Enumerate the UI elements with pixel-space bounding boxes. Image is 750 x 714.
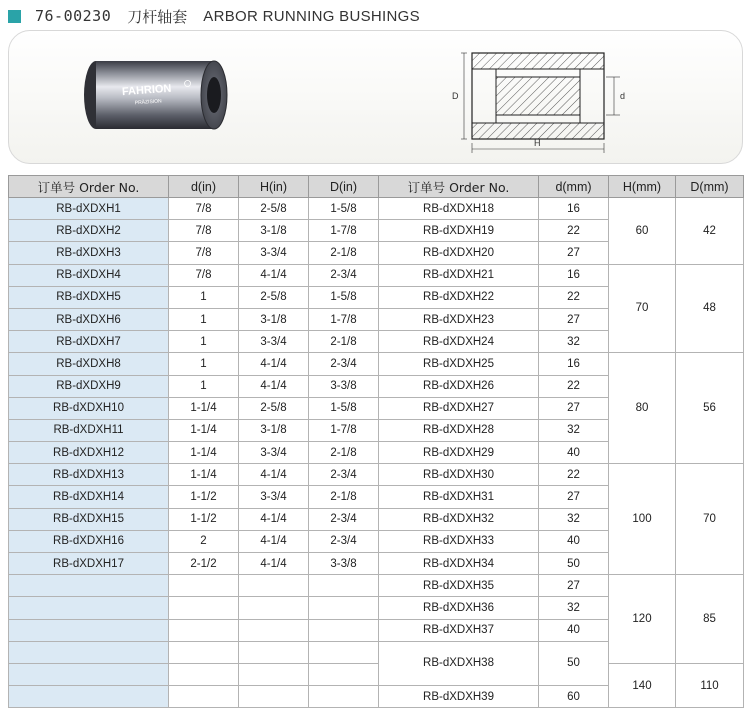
left-D-cell: 3-3/8 bbox=[309, 553, 379, 575]
right-order-cell: RB-dXDXH26 bbox=[379, 375, 539, 397]
left-d-cell: 7/8 bbox=[169, 264, 239, 286]
right-d-cell: 27 bbox=[539, 486, 609, 508]
right-order-cell: RB-dXDXH34 bbox=[379, 553, 539, 575]
right-H-group-cell: 140 bbox=[609, 663, 676, 707]
left-d-cell: 1-1/2 bbox=[169, 486, 239, 508]
right-order-cell: RB-dXDXH20 bbox=[379, 242, 539, 264]
left-D-cell: 1-7/8 bbox=[309, 308, 379, 330]
right-D-group-cell: 48 bbox=[676, 264, 744, 353]
left-order-cell: RB-dXDXH7 bbox=[9, 331, 169, 353]
right-D-group-cell: 110 bbox=[676, 663, 744, 707]
left-order-cell: RB-dXDXH11 bbox=[9, 419, 169, 441]
left-empty-cell bbox=[309, 686, 379, 708]
header-D-mm: D(mm) bbox=[676, 176, 744, 198]
left-H-cell: 4-1/4 bbox=[239, 464, 309, 486]
left-H-cell: 4-1/4 bbox=[239, 264, 309, 286]
left-D-cell: 2-3/4 bbox=[309, 464, 379, 486]
left-d-cell: 7/8 bbox=[169, 198, 239, 220]
left-d-cell: 1-1/4 bbox=[169, 397, 239, 419]
right-order-cell: RB-dXDXH27 bbox=[379, 397, 539, 419]
left-D-cell: 2-3/4 bbox=[309, 264, 379, 286]
table-row bbox=[9, 353, 744, 375]
left-D-cell: 2-3/4 bbox=[309, 353, 379, 375]
left-order-cell: RB-dXDXH6 bbox=[9, 308, 169, 330]
left-D-cell: 2-1/8 bbox=[309, 486, 379, 508]
page-header bbox=[8, 5, 743, 27]
left-empty-cell bbox=[239, 597, 309, 619]
header-d-in: d(in) bbox=[169, 176, 239, 198]
left-order-cell: RB-dXDXH9 bbox=[9, 375, 169, 397]
left-order-cell: RB-dXDXH14 bbox=[9, 486, 169, 508]
left-order-cell: RB-dXDXH17 bbox=[9, 553, 169, 575]
left-d-cell: 7/8 bbox=[169, 242, 239, 264]
left-d-cell: 1 bbox=[169, 308, 239, 330]
left-empty-cell bbox=[169, 597, 239, 619]
left-empty-cell bbox=[169, 641, 239, 663]
table-row bbox=[9, 264, 744, 286]
bushing-brand-text: FAHRION bbox=[121, 82, 172, 99]
right-order-cell: RB-dXDXH37 bbox=[379, 619, 539, 641]
header-square-icon bbox=[8, 10, 21, 23]
left-D-cell: 2-1/8 bbox=[309, 442, 379, 464]
right-order-cell: RB-dXDXH33 bbox=[379, 530, 539, 552]
right-H-group-cell: 100 bbox=[609, 464, 676, 575]
left-H-cell: 4-1/4 bbox=[239, 353, 309, 375]
right-order-cell: RB-dXDXH31 bbox=[379, 486, 539, 508]
left-empty-cell bbox=[169, 575, 239, 597]
right-d-cell: 22 bbox=[539, 220, 609, 242]
right-order-cell: RB-dXDXH29 bbox=[379, 442, 539, 464]
right-D-group-cell: 42 bbox=[676, 198, 744, 265]
left-D-cell: 1-7/8 bbox=[309, 419, 379, 441]
left-H-cell: 2-5/8 bbox=[239, 198, 309, 220]
left-D-cell: 1-7/8 bbox=[309, 220, 379, 242]
right-d-cell: 50 bbox=[539, 553, 609, 575]
right-d-cell: 40 bbox=[539, 619, 609, 641]
left-d-cell: 7/8 bbox=[169, 220, 239, 242]
header-H-in: H(in) bbox=[239, 176, 309, 198]
left-empty-order-cell bbox=[9, 575, 169, 597]
right-d-cell: 16 bbox=[539, 198, 609, 220]
left-D-cell: 3-3/8 bbox=[309, 375, 379, 397]
left-H-cell: 2-5/8 bbox=[239, 286, 309, 308]
left-order-cell: RB-dXDXH8 bbox=[9, 353, 169, 375]
right-d-cell: 60 bbox=[539, 686, 609, 708]
table-row bbox=[9, 663, 744, 685]
left-order-cell: RB-dXDXH5 bbox=[9, 286, 169, 308]
drawing-label-D: D bbox=[452, 91, 459, 101]
header-d-mm: d(mm) bbox=[539, 176, 609, 198]
left-empty-cell bbox=[309, 575, 379, 597]
title-english: ARBOR RUNNING BUSHINGS bbox=[203, 7, 420, 25]
left-d-cell: 2 bbox=[169, 530, 239, 552]
right-d-cell: 22 bbox=[539, 375, 609, 397]
left-empty-cell bbox=[239, 686, 309, 708]
left-empty-cell bbox=[309, 597, 379, 619]
product-hero-panel bbox=[8, 30, 743, 164]
right-order-cell: RB-dXDXH23 bbox=[379, 308, 539, 330]
left-order-cell: RB-dXDXH12 bbox=[9, 442, 169, 464]
left-order-cell: RB-dXDXH16 bbox=[9, 530, 169, 552]
left-order-cell: RB-dXDXH3 bbox=[9, 242, 169, 264]
left-empty-cell bbox=[309, 619, 379, 641]
right-order-cell: RB-dXDXH30 bbox=[379, 464, 539, 486]
right-d-cell: 40 bbox=[539, 442, 609, 464]
left-d-cell: 1 bbox=[169, 331, 239, 353]
left-H-cell: 3-3/4 bbox=[239, 242, 309, 264]
right-order-cell: RB-dXDXH36 bbox=[379, 597, 539, 619]
left-H-cell: 3-3/4 bbox=[239, 486, 309, 508]
right-H-group-cell: 70 bbox=[609, 264, 676, 353]
right-d-cell: 27 bbox=[539, 575, 609, 597]
left-order-cell: RB-dXDXH2 bbox=[9, 220, 169, 242]
header-order-left: 订单号 Order No. bbox=[9, 176, 169, 198]
left-empty-order-cell bbox=[9, 619, 169, 641]
left-order-cell: RB-dXDXH15 bbox=[9, 508, 169, 530]
right-d-cell: 22 bbox=[539, 464, 609, 486]
drawing-label-d: d bbox=[620, 91, 626, 101]
right-d-cell: 32 bbox=[539, 597, 609, 619]
left-empty-order-cell bbox=[9, 641, 169, 663]
right-D-group-cell: 70 bbox=[676, 464, 744, 575]
spec-table bbox=[8, 175, 744, 708]
left-order-cell: RB-dXDXH13 bbox=[9, 464, 169, 486]
right-order-cell: RB-dXDXH21 bbox=[379, 264, 539, 286]
left-order-cell: RB-dXDXH10 bbox=[9, 397, 169, 419]
left-H-cell: 4-1/4 bbox=[239, 375, 309, 397]
left-H-cell: 3-3/4 bbox=[239, 442, 309, 464]
drawing-label-H: H bbox=[534, 138, 541, 148]
left-D-cell: 2-1/8 bbox=[309, 242, 379, 264]
left-d-cell: 1-1/4 bbox=[169, 419, 239, 441]
right-d-cell: 32 bbox=[539, 419, 609, 441]
right-D-group-cell: 56 bbox=[676, 353, 744, 464]
left-empty-cell bbox=[239, 641, 309, 663]
bushing-subbrand-text: PRÄZISION bbox=[134, 98, 162, 107]
title-chinese: 刀杆轴套 bbox=[127, 7, 188, 26]
left-empty-cell bbox=[239, 619, 309, 641]
right-d-cell: 27 bbox=[539, 308, 609, 330]
left-empty-order-cell bbox=[9, 597, 169, 619]
right-order-cell: RB-dXDXH32 bbox=[379, 508, 539, 530]
left-order-cell: RB-dXDXH4 bbox=[9, 264, 169, 286]
right-H-group-cell: 120 bbox=[609, 575, 676, 664]
header-D-in: D(in) bbox=[309, 176, 379, 198]
right-d-cell: 16 bbox=[539, 353, 609, 375]
bushing-section-drawing bbox=[434, 39, 634, 157]
table-row bbox=[9, 464, 744, 486]
left-D-cell: 2-3/4 bbox=[309, 530, 379, 552]
left-d-cell: 1 bbox=[169, 353, 239, 375]
left-empty-cell bbox=[169, 663, 239, 685]
right-order-cell: RB-dXDXH25 bbox=[379, 353, 539, 375]
right-order-cell: RB-dXDXH24 bbox=[379, 331, 539, 353]
right-H-group-cell: 60 bbox=[609, 198, 676, 265]
right-order-cell: RB-dXDXH35 bbox=[379, 575, 539, 597]
left-H-cell: 3-1/8 bbox=[239, 220, 309, 242]
left-empty-cell bbox=[309, 641, 379, 663]
left-d-cell: 1-1/4 bbox=[169, 464, 239, 486]
right-order-cell: RB-dXDXH19 bbox=[379, 220, 539, 242]
right-H-group-cell: 80 bbox=[609, 353, 676, 464]
left-H-cell: 3-3/4 bbox=[239, 331, 309, 353]
left-empty-cell bbox=[239, 575, 309, 597]
right-d-cell: 27 bbox=[539, 397, 609, 419]
right-d-cell: 40 bbox=[539, 530, 609, 552]
header-H-mm: H(mm) bbox=[609, 176, 676, 198]
left-empty-cell bbox=[309, 663, 379, 685]
table-header-row bbox=[9, 176, 744, 198]
left-H-cell: 4-1/4 bbox=[239, 553, 309, 575]
left-empty-cell bbox=[169, 686, 239, 708]
left-D-cell: 2-1/8 bbox=[309, 331, 379, 353]
right-order-cell: RB-dXDXH18 bbox=[379, 198, 539, 220]
left-H-cell: 3-1/8 bbox=[239, 308, 309, 330]
left-H-cell: 3-1/8 bbox=[239, 419, 309, 441]
product-code: 76-00230 bbox=[35, 7, 112, 25]
left-empty-order-cell bbox=[9, 663, 169, 685]
right-order-cell: RB-dXDXH28 bbox=[379, 419, 539, 441]
table-row bbox=[9, 575, 744, 597]
right-order-cell: RB-dXDXH38 bbox=[379, 641, 539, 685]
header-order-right: 订单号 Order No. bbox=[379, 176, 539, 198]
left-empty-order-cell bbox=[9, 686, 169, 708]
left-d-cell: 1-1/2 bbox=[169, 508, 239, 530]
right-d-cell: 32 bbox=[539, 331, 609, 353]
left-empty-cell bbox=[239, 663, 309, 685]
left-d-cell: 1 bbox=[169, 375, 239, 397]
bushing-photo-icon bbox=[82, 57, 232, 133]
right-d-cell: 32 bbox=[539, 508, 609, 530]
left-H-cell: 4-1/4 bbox=[239, 508, 309, 530]
table-row bbox=[9, 198, 744, 220]
right-d-cell: 50 bbox=[539, 641, 609, 685]
right-D-group-cell: 85 bbox=[676, 575, 744, 664]
right-d-cell: 27 bbox=[539, 242, 609, 264]
left-D-cell: 1-5/8 bbox=[309, 198, 379, 220]
left-order-cell: RB-dXDXH1 bbox=[9, 198, 169, 220]
right-order-cell: RB-dXDXH22 bbox=[379, 286, 539, 308]
left-d-cell: 2-1/2 bbox=[169, 553, 239, 575]
left-d-cell: 1-1/4 bbox=[169, 442, 239, 464]
left-D-cell: 1-5/8 bbox=[309, 397, 379, 419]
left-D-cell: 1-5/8 bbox=[309, 286, 379, 308]
right-order-cell: RB-dXDXH39 bbox=[379, 686, 539, 708]
left-D-cell: 2-3/4 bbox=[309, 508, 379, 530]
left-empty-cell bbox=[169, 619, 239, 641]
left-H-cell: 4-1/4 bbox=[239, 530, 309, 552]
right-d-cell: 22 bbox=[539, 286, 609, 308]
left-H-cell: 2-5/8 bbox=[239, 397, 309, 419]
right-d-cell: 16 bbox=[539, 264, 609, 286]
left-d-cell: 1 bbox=[169, 286, 239, 308]
